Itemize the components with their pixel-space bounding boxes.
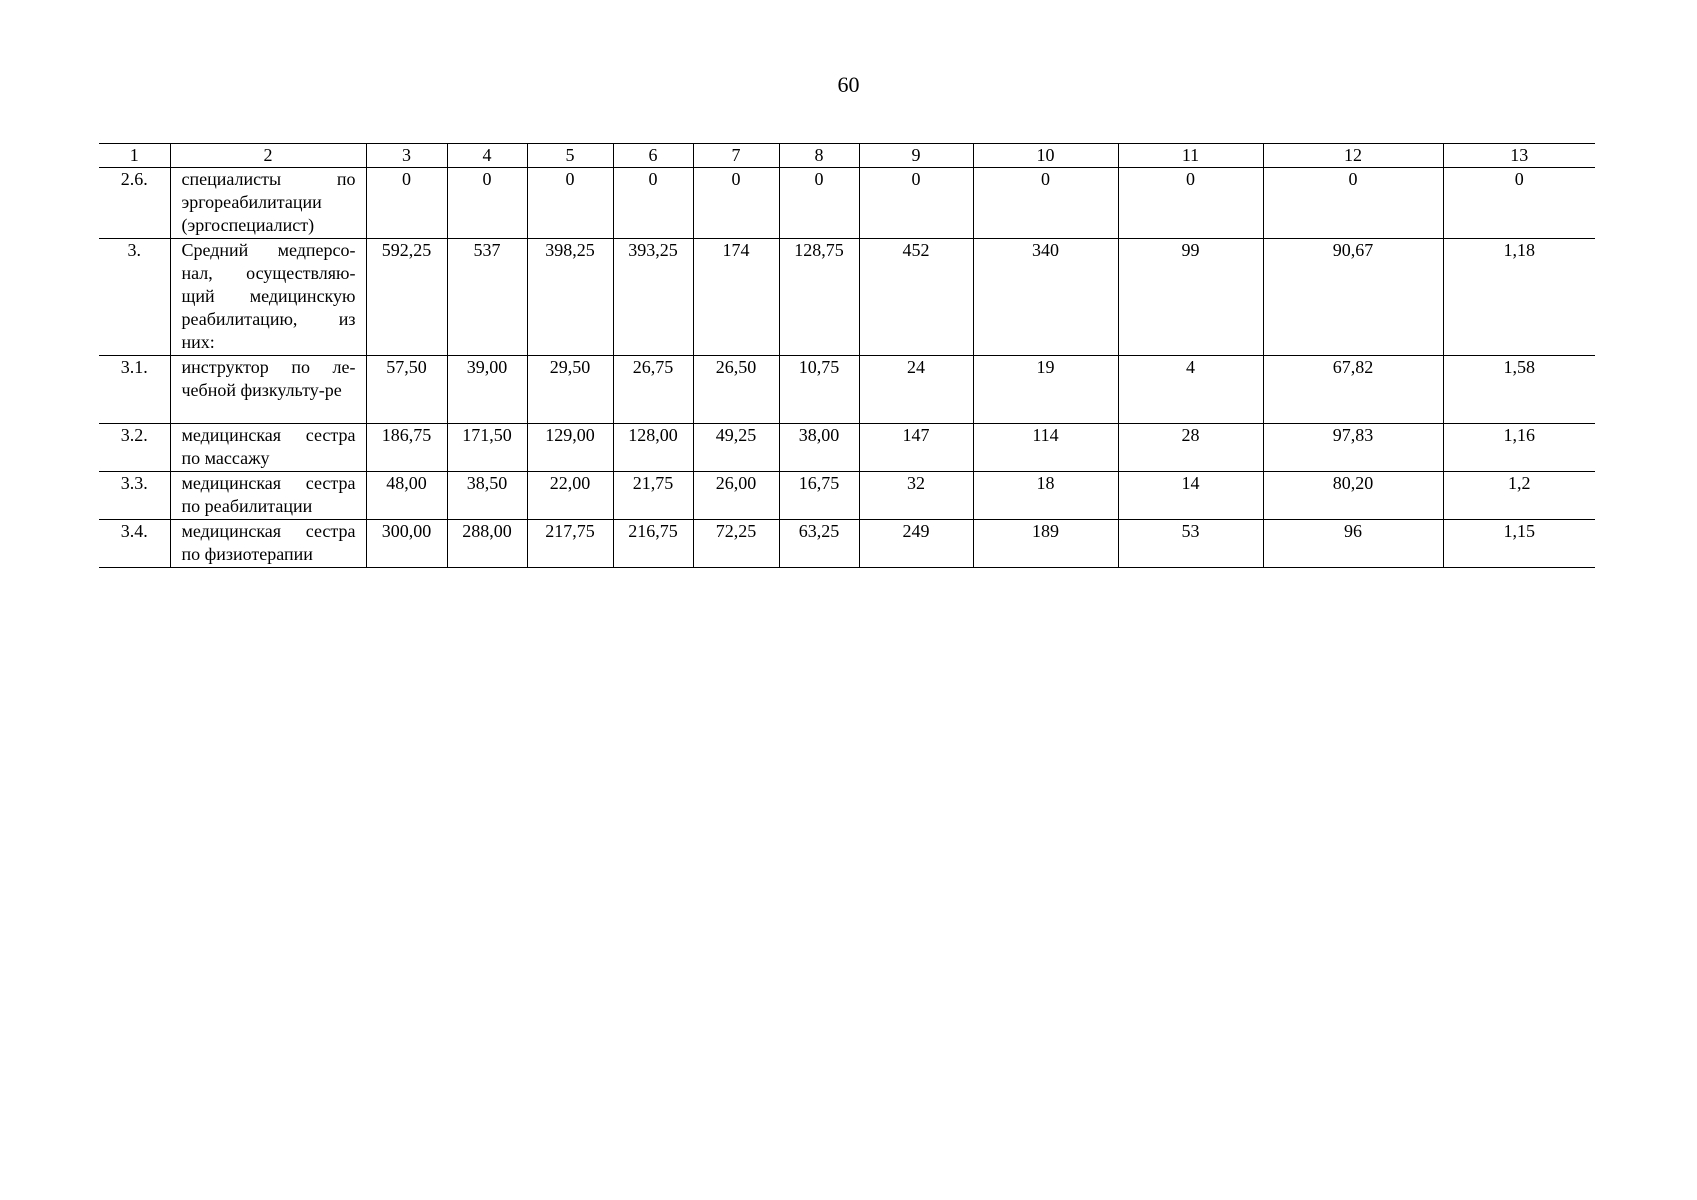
table-row — [99, 239, 1595, 356]
value-cell: 39,00 — [447, 356, 527, 424]
value-cell: 14 — [1118, 472, 1263, 520]
value-cell: 171,50 — [447, 424, 527, 472]
table-row — [99, 520, 1595, 568]
value-cell: 26,50 — [693, 356, 779, 424]
table-header-row — [99, 144, 1595, 168]
header-cell: 3 — [366, 144, 447, 168]
row-label-cell: инструктор по ле-чебной физкульту-ре — [170, 356, 366, 424]
value-cell: 1,2 — [1443, 472, 1595, 520]
header-cell: 9 — [859, 144, 973, 168]
value-cell: 0 — [1118, 168, 1263, 239]
value-cell: 24 — [859, 356, 973, 424]
page-number: 60 — [837, 72, 860, 97]
row-number-cell: 3.2. — [99, 424, 170, 472]
value-cell: 29,50 — [527, 356, 613, 424]
value-cell: 4 — [1118, 356, 1263, 424]
value-cell: 48,00 — [366, 472, 447, 520]
value-cell: 97,83 — [1263, 424, 1443, 472]
value-cell: 0 — [859, 168, 973, 239]
header-cell: 4 — [447, 144, 527, 168]
value-cell: 217,75 — [527, 520, 613, 568]
value-cell: 0 — [613, 168, 693, 239]
value-cell: 10,75 — [779, 356, 859, 424]
value-cell: 452 — [859, 239, 973, 356]
value-cell: 300,00 — [366, 520, 447, 568]
header-cell: 12 — [1263, 144, 1443, 168]
row-label-cell: медицинская сестра по массажу — [170, 424, 366, 472]
row-label-cell: специалисты по эргореабилитации (эргоспециалист) — [170, 168, 366, 239]
value-cell: 340 — [973, 239, 1118, 356]
table-row — [99, 472, 1595, 520]
value-cell: 80,20 — [1263, 472, 1443, 520]
row-number-cell: 3.3. — [99, 472, 170, 520]
table-row — [99, 424, 1595, 472]
value-cell: 18 — [973, 472, 1118, 520]
value-cell: 90,67 — [1263, 239, 1443, 356]
value-cell: 592,25 — [366, 239, 447, 356]
value-cell: 0 — [1443, 168, 1595, 239]
value-cell: 189 — [973, 520, 1118, 568]
value-cell: 49,25 — [693, 424, 779, 472]
row-label-cell: Средний медперсо-нал, осуществляю-щий медицинскую реабилитацию, из них: — [170, 239, 366, 356]
value-cell: 129,00 — [527, 424, 613, 472]
value-cell: 0 — [447, 168, 527, 239]
header-cell: 1 — [99, 144, 170, 168]
value-cell: 0 — [1263, 168, 1443, 239]
row-number-cell: 3.4. — [99, 520, 170, 568]
value-cell: 16,75 — [779, 472, 859, 520]
value-cell: 0 — [779, 168, 859, 239]
header-cell: 7 — [693, 144, 779, 168]
row-number-cell: 3.1. — [99, 356, 170, 424]
value-cell: 114 — [973, 424, 1118, 472]
value-cell: 32 — [859, 472, 973, 520]
row-number-cell: 3. — [99, 239, 170, 356]
value-cell: 67,82 — [1263, 356, 1443, 424]
value-cell: 0 — [973, 168, 1118, 239]
header-cell: 11 — [1118, 144, 1263, 168]
header-cell: 8 — [779, 144, 859, 168]
value-cell: 0 — [366, 168, 447, 239]
value-cell: 128,75 — [779, 239, 859, 356]
row-label-cell: медицинская сестра по физиотерапии — [170, 520, 366, 568]
value-cell: 1,15 — [1443, 520, 1595, 568]
value-cell: 0 — [693, 168, 779, 239]
staff-table — [99, 143, 1595, 568]
row-number-cell: 2.6. — [99, 168, 170, 239]
value-cell: 26,75 — [613, 356, 693, 424]
value-cell: 398,25 — [527, 239, 613, 356]
header-cell: 6 — [613, 144, 693, 168]
value-cell: 21,75 — [613, 472, 693, 520]
value-cell: 72,25 — [693, 520, 779, 568]
value-cell: 147 — [859, 424, 973, 472]
value-cell: 128,00 — [613, 424, 693, 472]
value-cell: 174 — [693, 239, 779, 356]
value-cell: 19 — [973, 356, 1118, 424]
value-cell: 26,00 — [693, 472, 779, 520]
value-cell: 22,00 — [527, 472, 613, 520]
header-cell: 5 — [527, 144, 613, 168]
table-row — [99, 168, 1595, 239]
value-cell: 1,18 — [1443, 239, 1595, 356]
value-cell: 249 — [859, 520, 973, 568]
row-label-cell: медицинская сестра по реабилитации — [170, 472, 366, 520]
value-cell: 1,58 — [1443, 356, 1595, 424]
value-cell: 393,25 — [613, 239, 693, 356]
value-cell: 53 — [1118, 520, 1263, 568]
value-cell: 38,00 — [779, 424, 859, 472]
value-cell: 28 — [1118, 424, 1263, 472]
table-body — [99, 144, 1595, 568]
value-cell: 96 — [1263, 520, 1443, 568]
value-cell: 288,00 — [447, 520, 527, 568]
value-cell: 38,50 — [447, 472, 527, 520]
header-cell: 2 — [170, 144, 366, 168]
value-cell: 537 — [447, 239, 527, 356]
value-cell: 1,16 — [1443, 424, 1595, 472]
header-cell: 10 — [973, 144, 1118, 168]
table-row — [99, 356, 1595, 424]
value-cell: 63,25 — [779, 520, 859, 568]
value-cell: 57,50 — [366, 356, 447, 424]
value-cell: 99 — [1118, 239, 1263, 356]
value-cell: 216,75 — [613, 520, 693, 568]
value-cell: 0 — [527, 168, 613, 239]
header-cell: 13 — [1443, 144, 1595, 168]
value-cell: 186,75 — [366, 424, 447, 472]
